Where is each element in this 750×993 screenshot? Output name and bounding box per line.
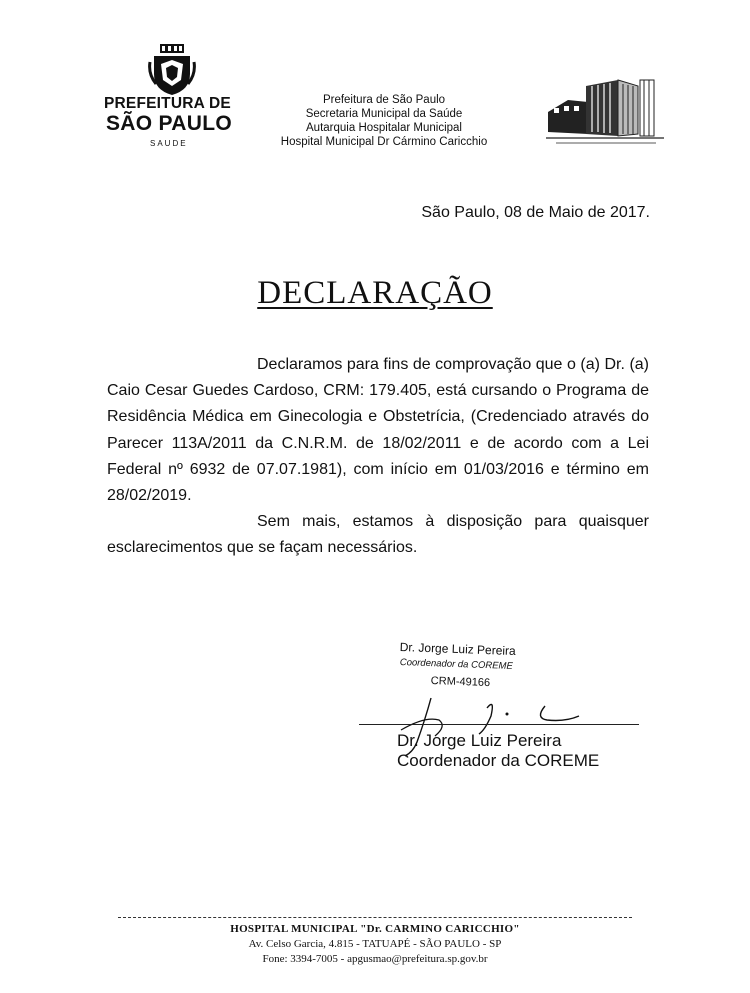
header-line-2: Secretaria Municipal da Saúde — [305, 108, 463, 120]
city-crest-icon — [148, 44, 196, 96]
footer-address: Av. Celso Garcia, 4.815 - TATUAPÉ - SÃO PAULO - SP — [248, 938, 502, 950]
logo-text-line3: SAUDE — [150, 139, 188, 148]
stamp-role: Coordenador da COREME — [399, 657, 513, 672]
document-body — [107, 352, 649, 562]
document-date: São Paulo, 08 de Maio de 2017. — [421, 204, 650, 221]
header-line-3: Autarquia Hospitalar Municipal — [306, 122, 462, 134]
footer-contact: Fone: 3394-7005 - apgusmao@prefeitura.sp.gov.br — [262, 953, 488, 965]
signatory-name: Dr. Jorge Luiz Pereira — [397, 731, 562, 750]
stamp-name: Dr. Jorge Luiz Pereira — [399, 640, 516, 659]
header-line-1: Prefeitura de São Paulo — [322, 94, 446, 106]
document-title: DECLARAÇÃO — [257, 275, 493, 311]
signature-line — [359, 724, 639, 725]
logo-text-line1: PREFEITURA DE — [104, 95, 231, 112]
logo-text-line2: SÃO PAULO — [106, 112, 232, 135]
header-line-4: Hospital Municipal Dr Cármino Caricchio — [280, 136, 488, 148]
footer-hospital-name: HOSPITAL MUNICIPAL "Dr. CARMINO CARICCHIO" — [230, 923, 520, 935]
body-paragraph-2: Sem mais, estamos à disposição para quaisquer esclarecimentos que se façam necessários. — [107, 513, 649, 557]
stamp-crm: CRM-49166 — [430, 675, 491, 690]
footer-divider — [118, 917, 632, 918]
body-paragraph-1: Declaramos para fins de comprovação que o (a) Dr. (a) Caio Cesar Guedes Cardoso, CRM: 179.405, está cursando o Programa de Residência Médica em Ginecologia e Obstetrícia, (Credenciado através do Parecer 113A/2011 da C.N.R.M. de 18/02/2011 e de acordo com a Lei Federal nº 6932 de 07.07.1981), com início em 01/03/2016 e término em 28/02/2019. — [107, 356, 649, 505]
signatory-role: Coordenador da COREME — [397, 751, 600, 770]
hospital-building-icon — [546, 72, 666, 150]
